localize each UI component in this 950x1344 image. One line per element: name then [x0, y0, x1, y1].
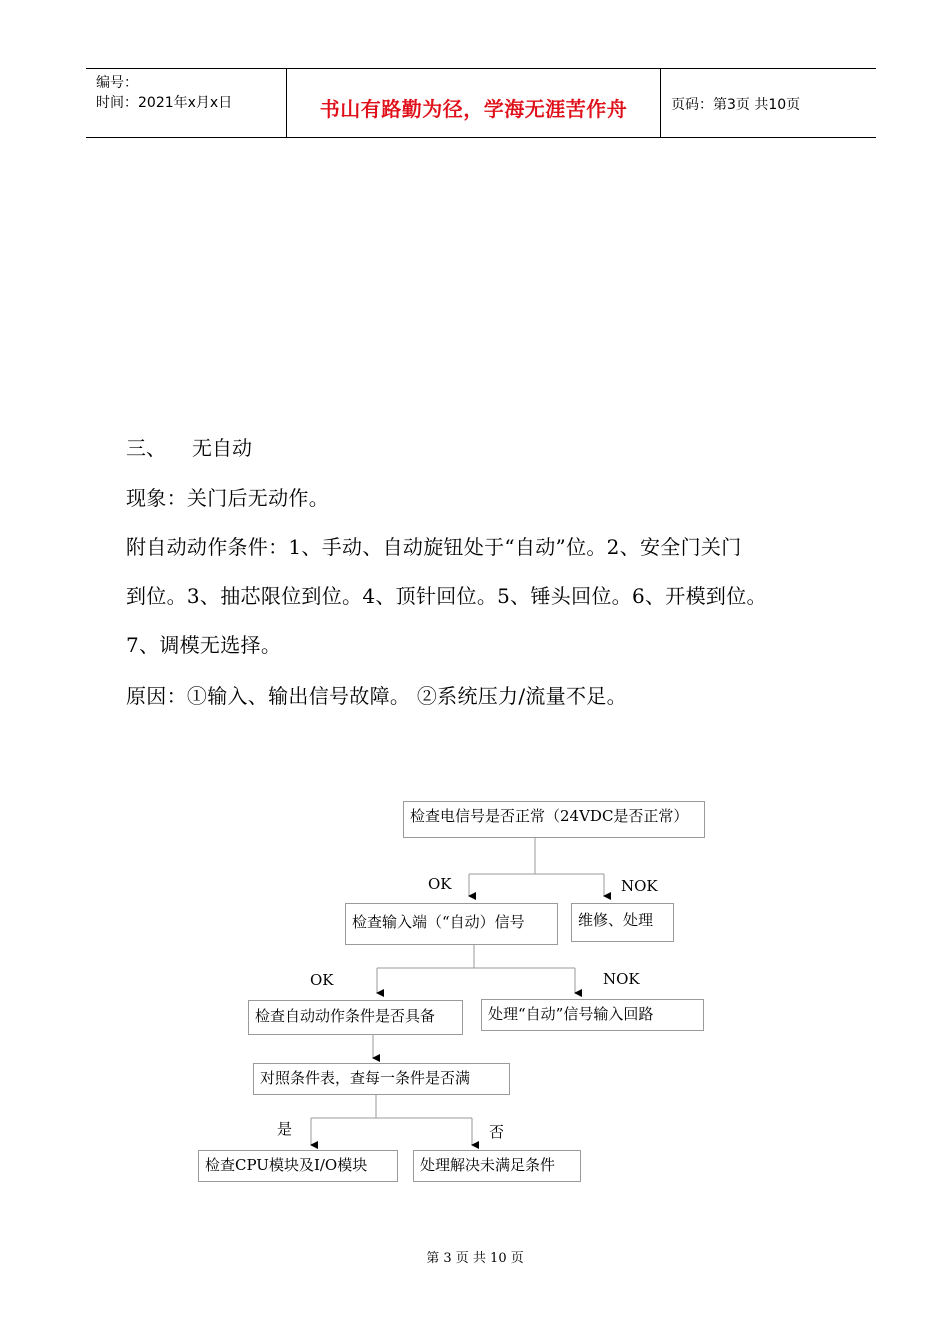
box-repair: 维修、处理	[571, 903, 674, 942]
box-fix-unmet-conditions: 处理解决未满足条件	[413, 1150, 581, 1182]
cause-paragraph: 原因：①输入、输出信号故障。 ②系统压力/流量不足。	[126, 684, 627, 708]
label-no: 否	[489, 1123, 505, 1141]
time-label: 时间：2021年x月x日	[96, 95, 233, 111]
label-ok-2: OK	[310, 971, 334, 989]
box-check-auto-conditions: 检查自动动作条件是否具备	[248, 1000, 463, 1035]
serial-number-label: 编号：	[96, 75, 138, 91]
section-title: 无自动	[192, 436, 252, 460]
box-compare-condition-table: 对照条件表，查每一条件是否满	[253, 1063, 510, 1095]
label-yes: 是	[277, 1120, 293, 1138]
header-page-number: 页码：第3页 共10页	[671, 97, 801, 113]
symptom-paragraph: 现象：关门后无动作。	[126, 486, 329, 510]
box-fix-signal-loop: 处理“自动”信号输入回路	[481, 999, 704, 1031]
header-motto: 书山有路勤为径，学海无涯苦作舟	[319, 97, 628, 121]
section-number: 三、	[126, 436, 166, 460]
box-check-cpu-io-module: 检查CPU模块及I/O模块	[198, 1150, 398, 1182]
box-check-power-signal: 检查电信号是否正常（24VDC是否正常）	[403, 801, 705, 838]
label-nok-2: NOK	[603, 970, 640, 988]
condition-line-2: 到位。3、抽芯限位到位。4、顶针回位。5、锤头回位。6、开模到位。	[126, 584, 767, 608]
box-check-input-signal: 检查输入端（“自动）信号	[345, 903, 558, 945]
label-nok-1: NOK	[621, 877, 658, 895]
page-footer: 第 3 页 共 10 页	[426, 1251, 524, 1266]
label-ok-1: OK	[428, 875, 452, 893]
condition-line-3: 7、调模无选择。	[126, 633, 282, 657]
condition-line-1: 附自动动作条件：1、手动、自动旋钮处于“自动”位。2、安全门关门	[126, 535, 742, 559]
